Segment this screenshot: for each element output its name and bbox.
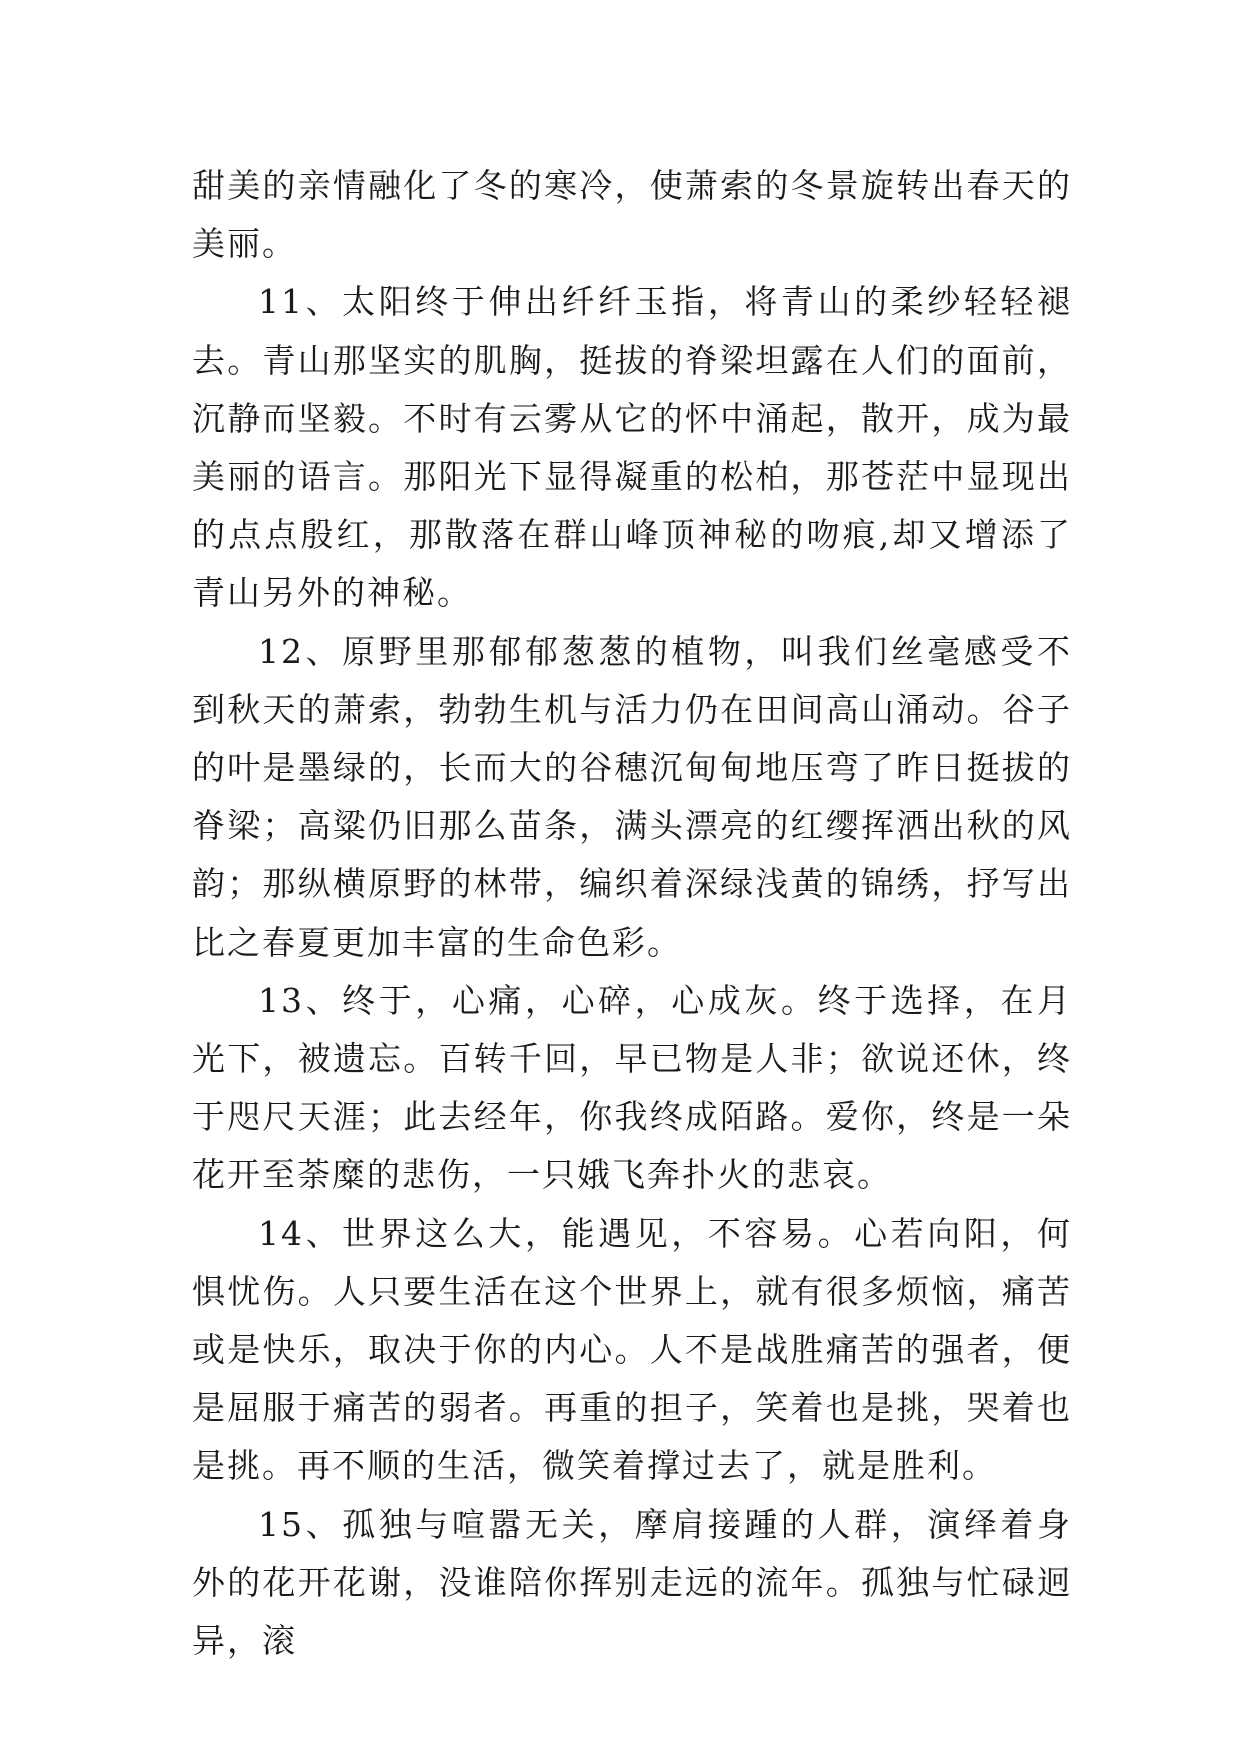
document-body — [192, 157, 1072, 1670]
paragraph-continuation: 甜美的亲情融化了冬的寒冷，使萧索的冬景旋转出春天的美丽。 — [192, 166, 1072, 264]
paragraph-13: 13、终于，心痛，心碎，心成灰。终于选择，在月光下，被遗忘。百转千回，早已物是人非；欲说还休，终于咫尺天涯；此去经年，你我终成陌路。爱你，终是一朵花开至荼糜的悲伤，一只娥飞奔扑火的悲哀。 — [192, 980, 1072, 1195]
paragraph-11: 11、太阳终于伸出纤纤玉指，将青山的柔纱轻轻褪去。青山那坚实的肌胸，挺拔的脊梁坦露在人们的面前，沉静而坚毅。不时有云雾从它的怀中涌起，散开，成为最美丽的语言。那阳光下显得凝重的松柏，那苍茫中显现出的点点殷红，那散落在群山峰顶神秘的吻痕,却又增添了青山另外的神秘。 — [192, 282, 1072, 613]
paragraph-14: 14、世界这么大，能遇见，不容易。心若向阳，何惧忧伤。人只要生活在这个世界上，就有很多烦恼，痛苦或是快乐，取决于你的内心。人不是战胜痛苦的强者，便是屈服于痛苦的弱者。再重的担子，笑着也是挑，哭着也是挑。再不顺的生活，微笑着撑过去了，就是胜利。 — [192, 1213, 1072, 1486]
paragraph-15: 15、孤独与喧嚣无关，摩肩接踵的人群，演绎着身外的花开花谢，没谁陪你挥别走远的流年。孤独与忙碌迥异，滚 — [192, 1504, 1072, 1661]
paragraph-12: 12、原野里那郁郁葱葱的植物，叫我们丝毫感受不到秋天的萧索，勃勃生机与活力仍在田间高山涌动。谷子的叶是墨绿的，长而大的谷穗沉甸甸地压弯了昨日挺拔的脊梁；高粱仍旧那么苗条，满头漂亮的红缨挥洒出秋的风韵；那纵横原野的林带，编织着深绿浅黄的锦绣，抒写出比之春夏更加丰富的生命色彩。 — [192, 631, 1072, 962]
